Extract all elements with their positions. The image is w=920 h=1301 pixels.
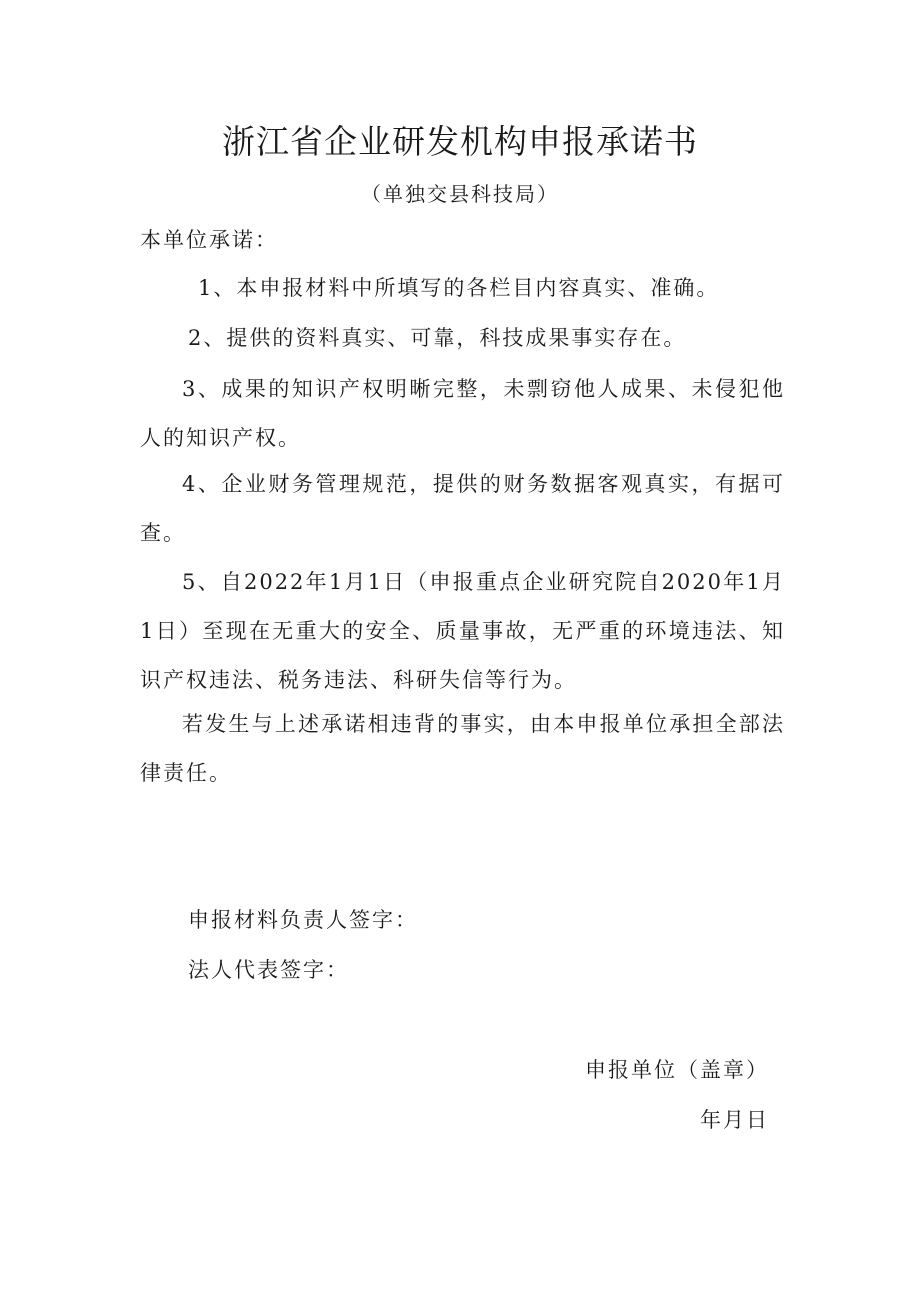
commitment-item-1: 1、本申报材料中所填写的各栏目内容真实、准确。 <box>198 276 720 300</box>
applicant-unit-seal-label: 申报单位（盖章） <box>585 1058 769 1082</box>
commitment-item-2: 2、提供的资料真实、可靠，科技成果事实存在。 <box>188 326 687 350</box>
closing-statement: 若发生与上述承诺相违背的事实，由本申报单位承担全部法律责任。 <box>140 712 785 785</box>
legal-rep-signature-label: 法人代表签字： <box>188 958 349 982</box>
date-label: 年月日 <box>700 1108 769 1132</box>
commitment-item-3: 3、成果的知识产权明晰完整，未剽窃他人成果、未侵犯他人的知识产权。 <box>140 377 785 450</box>
commitment-intro: 本单位承诺： <box>140 228 278 252</box>
commitment-item-5: 5、自2022年1月1日（申报重点企业研究院自2020年1月1日）至现在无重大的安全、质量事故，无严重的环境违法、知识产权违法、税务违法、科研失信等行为。 <box>140 570 785 692</box>
material-owner-signature-label: 申报材料负责人签字： <box>188 908 418 932</box>
commitment-item-4: 4、企业财务管理规范，提供的财务数据客观真实，有据可查。 <box>140 472 785 545</box>
document-title: 浙江省企业研发机构申报承诺书 <box>222 122 698 161</box>
document-subtitle: （单独交县科技局） <box>361 182 559 206</box>
